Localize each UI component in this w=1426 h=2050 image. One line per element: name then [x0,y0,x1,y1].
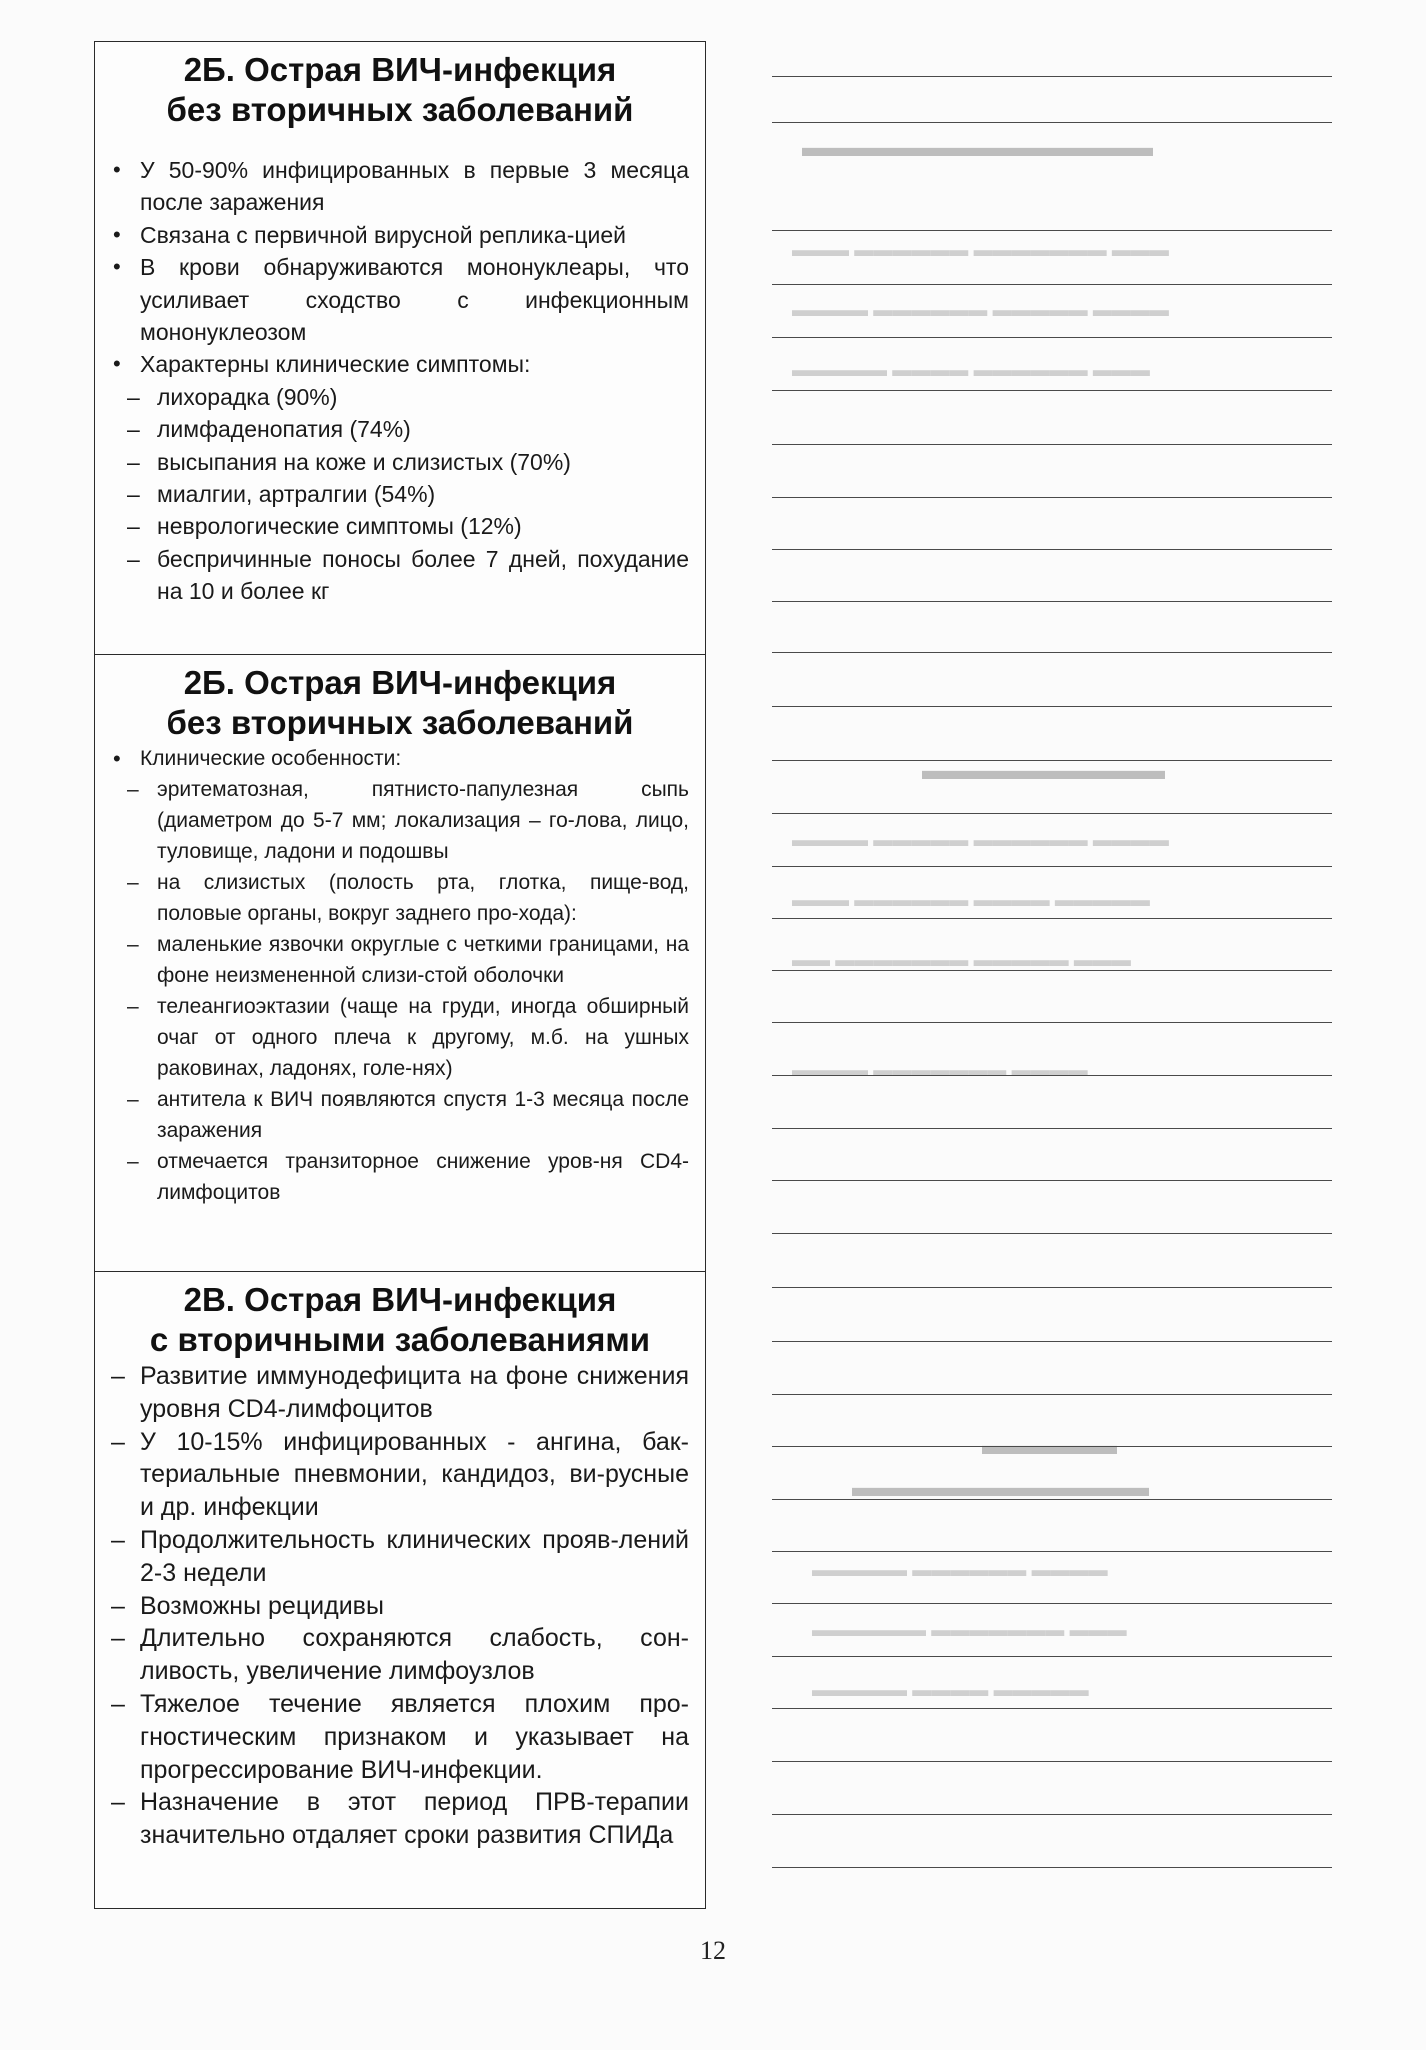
list-item: • У 50-90% инфицированных в первые 3 месяца после заражения [111,154,689,219]
note-line [772,230,1332,231]
note-line [772,284,1332,285]
note-line [772,652,1332,653]
bleed-through-text: ▬▬▬▬ ▬▬▬▬▬▬▬ ▬▬▬▬ [792,1060,1088,1081]
note-line [772,970,1332,971]
bleed-through-text: ▬▬▬▬ ▬▬▬▬▬▬ ▬▬▬▬▬ [812,1560,1108,1581]
list-item: – Возможны рецидивы [111,1590,689,1623]
list-item: – У 10-15% инфицированных - ангина, бак-териальные пневмонии, кандидоз, ви-русные и др. инфекции [111,1426,689,1524]
slide-title-line1: 2Б. Острая ВИЧ-инфекция [183,51,617,88]
note-line [772,1446,1332,1447]
bleed-through-text: ▬▬▬ ▬▬▬▬▬ ▬▬▬▬▬▬▬ ▬▬ [792,950,1131,971]
note-line [772,1075,1332,1076]
note-line [772,1867,1332,1868]
list-item: – Назначение в этот период ПРВ-терапии значительно отдаляет сроки развития СПИДа [111,1786,689,1852]
slide-title-line2: с вторичными заболеваниями [149,1321,651,1358]
note-line [772,122,1332,123]
note-line [772,918,1332,919]
notes-area [772,0,1332,1950]
sub-list-item: – беспричинные поносы более 7 дней, похудание на 10 и более кг [111,543,689,608]
note-line [772,1233,1332,1234]
sub-list-item: – эритематозная, пятнисто-папулезная сыпь (диаметром до 5-7 мм; локализация – го-лова, лицо, туловище, ладони и подошвы [111,774,689,867]
slide-title [111,50,689,130]
sub-list-item: – лимфаденопатия (74%) [111,413,689,445]
bleed-through-text: ▬▬▬ ▬▬▬▬▬▬▬ ▬▬▬▬▬▬ [812,1620,1127,1641]
slide-title-line1: 2В. Острая ВИЧ-инфекция [183,1281,617,1318]
note-line [772,1394,1332,1395]
note-line [772,1603,1332,1604]
note-line [772,1128,1332,1129]
sub-list-item: – отмечается транзиторное снижение уров-ня CD4-лимфоцитов [111,1146,689,1208]
sub-list-item: – миалгии, артралгии (54%) [111,478,689,510]
note-line [772,76,1332,77]
note-line [772,1656,1332,1657]
note-line [772,1814,1332,1815]
note-line [772,1180,1332,1181]
note-line [772,390,1332,391]
bleed-through-text: ▬▬▬▬ ▬▬▬▬▬▬ ▬▬▬▬▬ ▬▬▬▬ [792,830,1169,851]
bleed-through-text: ▬▬▬▬▬ [982,1430,1117,1460]
list-item: • Связана с первичной вирусной реплика-цией [111,219,689,251]
list-item: – Развитие иммунодефицита на фоне снижения уровня CD4-лимфоцитов [111,1360,689,1426]
sub-list-item: – антитела к ВИЧ появляются спустя 1-3 месяца после заражения [111,1084,689,1146]
list-item: • Характерны клинические симптомы: [111,348,689,380]
bleed-through-text: ▬▬▬ ▬▬▬▬▬▬▬ ▬▬▬▬▬▬ ▬▬▬ [792,240,1169,261]
note-line [772,444,1332,445]
list-item: • В крови обнаруживаются мононуклеары, что усиливает сходство с инфекционным мононуклеозом [111,251,689,348]
slide-title-line1: 2Б. Острая ВИЧ-инфекция [183,664,617,701]
list-item: • Клинические особенности: [111,743,689,774]
note-line [772,1551,1332,1552]
sub-list-item: – телеангиоэктазии (чаще на груди, иногда обширный очаг от одного плеча к другому, м.б. на ушных раковинах, ладонях, голе-нях) [111,991,689,1084]
bleed-through-text: ▬▬▬▬▬▬▬▬▬ [922,755,1165,785]
note-line [772,549,1332,550]
sub-list-item: – высыпания на коже и слизистых (70%) [111,446,689,478]
list-item: – Тяжелое течение является плохим про-гностическим признаком и указывает на прогрессирование ВИЧ-инфекции. [111,1688,689,1786]
slide-acute-hiv-without-secondary-2 [94,654,706,1272]
bleed-through-text: ▬▬▬▬▬▬▬▬▬▬▬ [852,1472,1149,1502]
note-line [772,1708,1332,1709]
slide-bullet-list [111,154,689,608]
sub-list-item: – маленькие язвочки округлые с четкими границами, на фоне неизмененной слизи-стой оболочки [111,929,689,991]
note-line [772,1761,1332,1762]
note-line [772,706,1332,707]
bleed-through-text: ▬▬▬▬▬ ▬▬▬▬ ▬▬▬▬▬▬ ▬▬▬ [792,890,1150,911]
note-line [772,337,1332,338]
note-line [772,1341,1332,1342]
slide-title [111,1280,689,1360]
slide-title-line2: без вторичных заболеваний [166,91,634,128]
slide-title [111,663,689,743]
sub-list-item: – лихорадка (90%) [111,381,689,413]
bleed-through-text: ▬▬▬ ▬▬▬▬▬▬ ▬▬▬▬ ▬▬▬▬▬ [792,360,1150,381]
note-line [772,601,1332,602]
bleed-through-text: ▬▬▬▬ ▬▬▬▬▬ ▬▬▬▬▬▬ ▬▬▬▬ [792,300,1169,321]
note-line [772,1287,1332,1288]
slide-acute-hiv-without-secondary-1 [94,41,706,655]
page-number: 12 [700,1936,726,1965]
bleed-through-text: ▬▬▬▬▬▬▬▬▬▬▬▬▬ [802,132,1153,162]
slide-acute-hiv-with-secondary [94,1271,706,1909]
slide-title-line2: без вторичных заболеваний [166,704,634,741]
bleed-through-text: ▬▬▬▬▬ ▬▬▬▬ ▬▬▬▬▬ [812,1680,1089,1701]
note-line [772,760,1332,761]
note-line [772,1499,1332,1500]
sub-list-item: – неврологические симптомы (12%) [111,510,689,542]
note-line [772,866,1332,867]
slide-bullet-list [111,743,689,1208]
note-line [772,813,1332,814]
list-item: – Продолжительность клинических прояв-лений 2-3 недели [111,1524,689,1590]
note-line [772,1022,1332,1023]
slide-dash-list [111,1360,689,1852]
note-line [772,497,1332,498]
sub-list-item: – на слизистых (полость рта, глотка, пище-вод, половые органы, вокруг заднего про-хода): [111,867,689,929]
list-item: – Длительно сохраняются слабость, сон-ливость, увеличение лимфоузлов [111,1622,689,1688]
